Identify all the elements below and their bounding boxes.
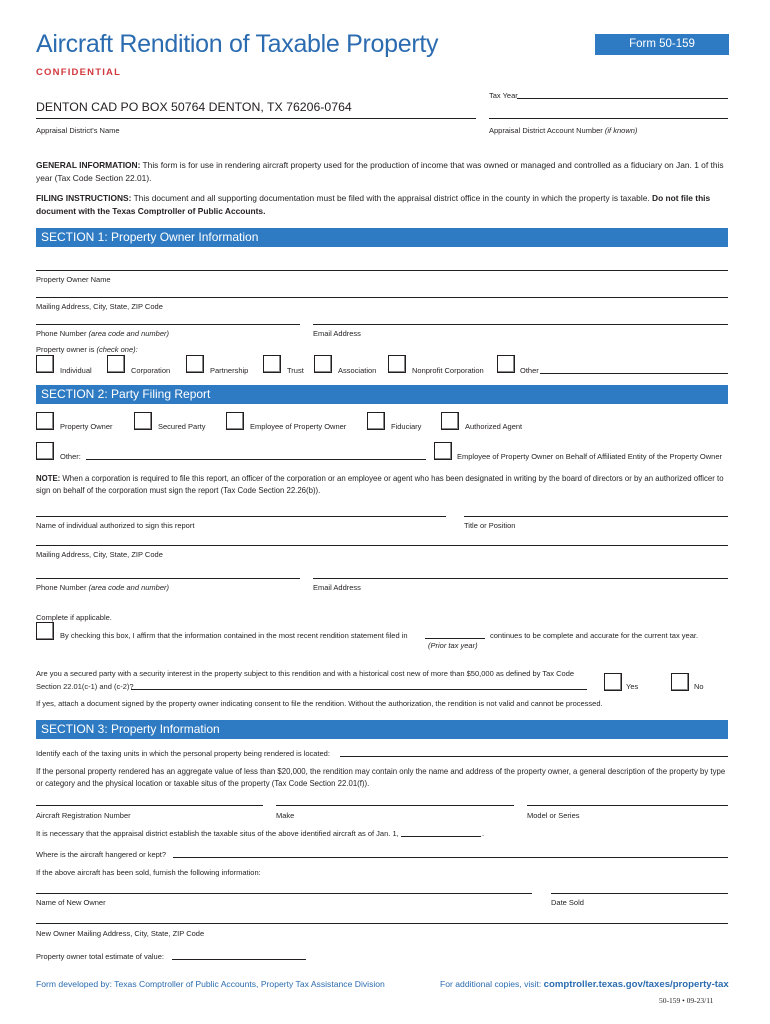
signer-phone-field[interactable] (36, 578, 300, 579)
prior-year-caption: (Prior tax year) (428, 641, 478, 650)
employee-label: Employee of Property Owner (250, 422, 347, 431)
section3-header: SECTION 3: Property Information (36, 720, 728, 739)
section2-header: SECTION 2: Party Filing Report (36, 385, 728, 404)
footer-copies: For additional copies, visit: comptroller.texas.gov/taxes/property-tax (440, 979, 729, 990)
corporation-note: NOTE: When a corporation is required to file this report, an officer of the corporation or an employee or agent who has been designated in writing by the board of directors or by an authorized officer to sign on behalf of the corporation must sign the report (Tax Code Section 22.26(b)). (36, 474, 724, 495)
fiduciary-label: Fiduciary (391, 422, 422, 431)
situs-period: . (482, 829, 485, 838)
owner-type-label: Property owner is (check one): (36, 345, 138, 354)
registration-label: Aircraft Registration Number (36, 811, 131, 820)
aggregate-value-text: If the personal property rendered has an aggregate value of less than $20,000, the rendition may contain only the name and address of the property owner, a general description of the property by type or category and the physical location or taxable situs of the property (Tax Code Section 22.01(f)). (36, 767, 726, 788)
checkbox-secured-party[interactable] (134, 412, 152, 430)
taxing-units-label: Identify each of the taxing units in which the personal property being rendered is located: (36, 749, 330, 758)
district-name-label: Appraisal District's Name (36, 126, 120, 135)
taxing-units-field[interactable] (340, 756, 728, 757)
checkbox-no[interactable] (671, 673, 689, 691)
make-label: Make (276, 811, 295, 820)
checkbox-other-owner[interactable] (497, 355, 515, 373)
footer-developed-by: Form developed by: Texas Comptroller of Public Accounts, Property Tax Assistance Division (36, 979, 385, 989)
tax-year-field[interactable] (517, 98, 728, 99)
estimate-label: Property owner total estimate of value: (36, 952, 164, 961)
make-field[interactable] (276, 805, 514, 806)
checkbox-affiliated-employee[interactable] (434, 442, 452, 460)
model-field[interactable] (527, 805, 728, 806)
footer-url-link[interactable]: comptroller.texas.gov/taxes/property-tax (543, 979, 729, 990)
nonprofit-label: Nonprofit Corporation (412, 366, 484, 375)
district-address: DENTON CAD PO BOX 50764 DENTON, TX 76206-0764 (36, 100, 352, 114)
hangered-label: Where is the aircraft hangered or kept? (36, 850, 167, 859)
affirm-text-2: continues to be complete and accurate for the current tax year. (490, 631, 699, 640)
confidential-label: CONFIDENTIAL (36, 67, 122, 78)
signer-email-field[interactable] (313, 578, 728, 579)
checkbox-property-owner[interactable] (36, 412, 54, 430)
form-title: Aircraft Rendition of Taxable Property (36, 30, 439, 58)
affiliated-employee-label: Employee of Property Owner on Behalf of Affiliated Entity of the Property Owner (457, 452, 722, 461)
account-number-field[interactable] (489, 118, 728, 119)
hangered-field[interactable] (173, 857, 728, 858)
tax-year-label: Tax Year (489, 91, 518, 100)
checkbox-authorized-agent[interactable] (441, 412, 459, 430)
checkbox-association[interactable] (314, 355, 332, 373)
trust-label: Trust (287, 366, 304, 375)
situs-year-field[interactable] (401, 836, 481, 837)
checkbox-partnership[interactable] (186, 355, 204, 373)
form-number-badge: Form 50-159 (595, 34, 729, 55)
checkbox-corporation[interactable] (107, 355, 125, 373)
new-owner-label: Name of New Owner (36, 898, 106, 907)
signer-mailing-field[interactable] (36, 545, 728, 546)
no-label: No (694, 682, 704, 691)
owner-email-label: Email Address (313, 329, 361, 338)
secured-question: Are you a secured party with a security interest in the property subject to this rendition and with a historical cost new of more than $50,000 as defined by Tax Code (36, 669, 575, 678)
owner-name-label: Property Owner Name (36, 275, 111, 284)
checkbox-trust[interactable] (263, 355, 281, 373)
other-owner-label: Other (520, 366, 539, 375)
other-party-label: Other: (60, 452, 81, 461)
situs-text: It is necessary that the appraisal district establish the taxable situs of the above identified aircraft as of Jan. 1, (36, 829, 399, 838)
property-owner-label: Property Owner (60, 422, 113, 431)
signer-email-label: Email Address (313, 583, 361, 592)
authorized-agent-label: Authorized Agent (465, 422, 523, 431)
partnership-label: Partnership (210, 366, 249, 375)
complete-if-applicable: Complete if applicable. (36, 613, 112, 622)
other-party-field[interactable] (86, 459, 426, 460)
yes-label: Yes (626, 682, 639, 691)
signer-title-field[interactable] (464, 516, 728, 517)
corporation-label: Corporation (131, 366, 171, 375)
estimate-field[interactable] (172, 959, 306, 960)
secured-question-line (131, 689, 587, 690)
checkbox-yes[interactable] (604, 673, 622, 691)
filing-instructions: FILING INSTRUCTIONS: This document and all supporting documentation must be filed with the appraisal district office in the county in which the property is taxable. Do not file this document with the Texas Comptroller of Public Accounts. (36, 193, 711, 216)
signer-name-label: Name of individual authorized to sign this report (36, 521, 195, 530)
other-owner-field[interactable] (540, 373, 728, 374)
owner-name-field[interactable] (36, 270, 728, 271)
owner-phone-field[interactable] (36, 324, 300, 325)
registration-field[interactable] (36, 805, 263, 806)
checkbox-individual[interactable] (36, 355, 54, 373)
signer-mailing-label: Mailing Address, City, State, ZIP Code (36, 550, 163, 559)
signer-phone-label: Phone Number (area code and number) (36, 583, 170, 592)
checkbox-employee[interactable] (226, 412, 244, 430)
association-label: Association (338, 366, 377, 375)
owner-phone-label: Phone Number (area code and number) (36, 329, 170, 338)
district-name-line (36, 118, 476, 119)
section1-header: SECTION 1: Property Owner Information (36, 228, 728, 247)
signer-title-label: Title or Position (464, 521, 516, 530)
model-label: Model or Series (527, 811, 580, 820)
signer-name-field[interactable] (36, 516, 446, 517)
sold-label: If the above aircraft has been sold, furnish the following information: (36, 868, 261, 877)
individual-label: Individual (60, 366, 92, 375)
owner-mailing-field[interactable] (36, 297, 728, 298)
checkbox-fiduciary[interactable] (367, 412, 385, 430)
checkbox-affirm[interactable] (36, 622, 54, 640)
checkbox-other-party[interactable] (36, 442, 54, 460)
new-owner-mailing-label: New Owner Mailing Address, City, State, ZIP Code (36, 929, 205, 938)
owner-email-field[interactable] (313, 324, 728, 325)
owner-mailing-label: Mailing Address, City, State, ZIP Code (36, 302, 163, 311)
secured-party-label: Secured Party (158, 422, 206, 431)
date-sold-field[interactable] (551, 893, 728, 894)
footer-form-code: 50-159 • 09-23/11 (659, 996, 714, 1005)
new-owner-mailing-field[interactable] (36, 923, 728, 924)
prior-year-field[interactable] (425, 638, 485, 639)
checkbox-nonprofit[interactable] (388, 355, 406, 373)
if-yes-note: If yes, attach a document signed by the property owner indicating consent to file the rendition. Without the authorization, the rendition is not valid and cannot be processed. (36, 699, 603, 708)
account-number-label: Appraisal District Account Number (if known) (489, 126, 638, 135)
general-information: GENERAL INFORMATION: This form is for use in rendering aircraft property used for the production of income that was owned or managed and controlled as a fiduciary on Jan. 1 of this year (Tax Code Section 22.01). (36, 160, 724, 183)
date-sold-label: Date Sold (551, 898, 584, 907)
affirm-text: By checking this box, I affirm that the information contained in the most recent rendition statement filed in (60, 631, 408, 640)
secured-question-2: Section 22.01(c-1) and (c-2)? (36, 682, 134, 691)
new-owner-field[interactable] (36, 893, 532, 894)
